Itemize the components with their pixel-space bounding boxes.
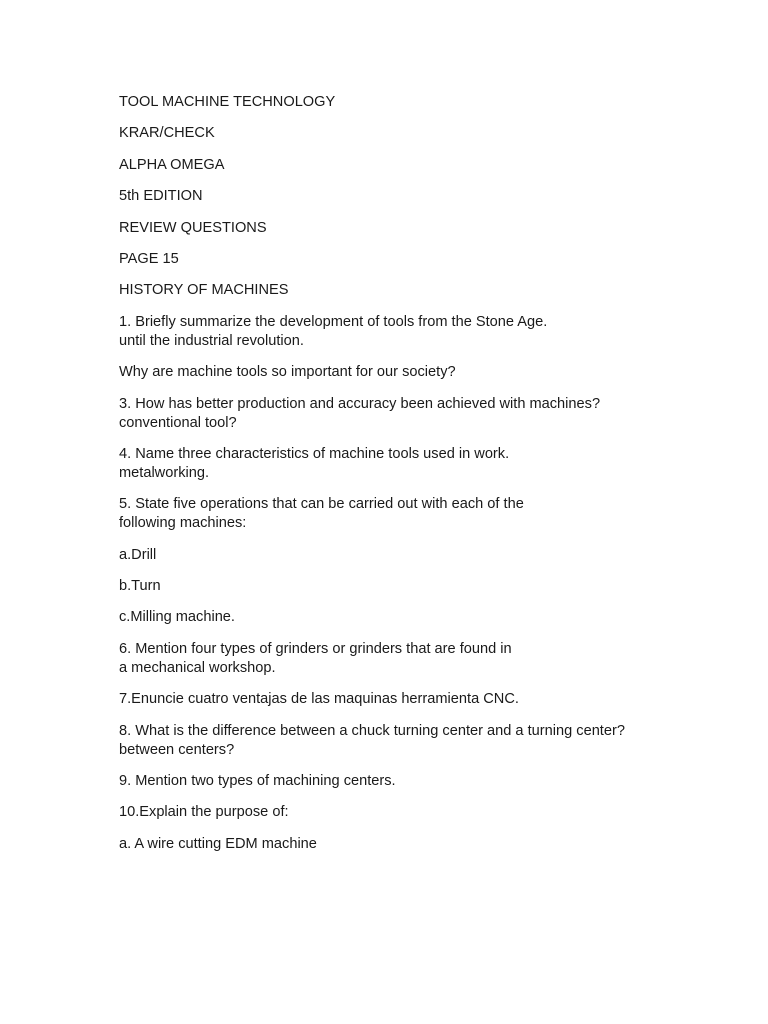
document-paragraph — [119, 608, 719, 627]
text-line: 8. What is the difference between a chuck turning center and a turning center? — [119, 722, 625, 739]
document-paragraph — [119, 803, 719, 822]
text-line: metalworking. — [119, 464, 210, 481]
document-paragraph — [119, 772, 719, 791]
text-line: a. A wire cutting EDM machine — [119, 835, 317, 852]
text-line: a.Drill — [119, 546, 157, 563]
text-line: REVIEW QUESTIONS — [119, 219, 267, 236]
document-paragraph — [119, 363, 719, 382]
document-paragraph — [119, 835, 719, 854]
text-line: conventional tool? — [119, 414, 237, 431]
document-paragraph — [119, 722, 719, 760]
text-line: PAGE 15 — [119, 250, 179, 267]
text-line: following machines: — [119, 515, 247, 532]
text-line: 5. State five operations that can be carried out with each of the — [119, 496, 524, 513]
document-paragraph — [119, 313, 719, 351]
text-line: 6. Mention four types of grinders or grinders that are found in — [119, 640, 512, 657]
document-paragraph — [119, 495, 719, 533]
document-body — [119, 93, 719, 866]
text-line: KRAR/CHECK — [119, 125, 215, 142]
text-line: 9. Mention two types of machining centers. — [119, 773, 396, 790]
document-paragraph — [119, 219, 719, 238]
document-paragraph — [119, 156, 719, 175]
document-paragraph — [119, 281, 719, 300]
text-line: b.Turn — [119, 578, 161, 595]
text-line: 4. Name three characteristics of machine tools used in work. — [119, 445, 510, 462]
document-title — [119, 93, 719, 112]
text-line: a mechanical workshop. — [119, 659, 276, 676]
text-line: Why are machine tools so important for our society? — [119, 364, 456, 381]
document-paragraph — [119, 546, 719, 565]
text-line: ALPHA OMEGA — [119, 156, 225, 173]
text-line: TOOL MACHINE TECHNOLOGY — [119, 94, 336, 110]
document-paragraph — [119, 250, 719, 269]
text-line: HISTORY OF MACHINES — [119, 282, 289, 299]
document-paragraph — [119, 445, 719, 483]
text-line: c.Milling machine. — [119, 609, 235, 626]
text-line: until the industrial revolution. — [119, 332, 304, 349]
document-paragraph — [119, 577, 719, 596]
text-line: 5th EDITION — [119, 188, 203, 205]
text-line: 7.Enuncie cuatro ventajas de las maquinas herramienta CNC. — [119, 691, 519, 708]
text-line: between centers? — [119, 741, 235, 758]
text-line: 3. How has better production and accuracy been achieved with machines? — [119, 395, 601, 412]
text-line: 10.Explain the purpose of: — [119, 804, 289, 821]
document-paragraph — [119, 395, 719, 433]
document-paragraph — [119, 640, 719, 678]
document-paragraph — [119, 187, 719, 206]
text-line: 1. Briefly summarize the development of tools from the Stone Age. — [119, 313, 548, 330]
document-paragraph — [119, 124, 719, 143]
document-paragraph — [119, 690, 719, 709]
